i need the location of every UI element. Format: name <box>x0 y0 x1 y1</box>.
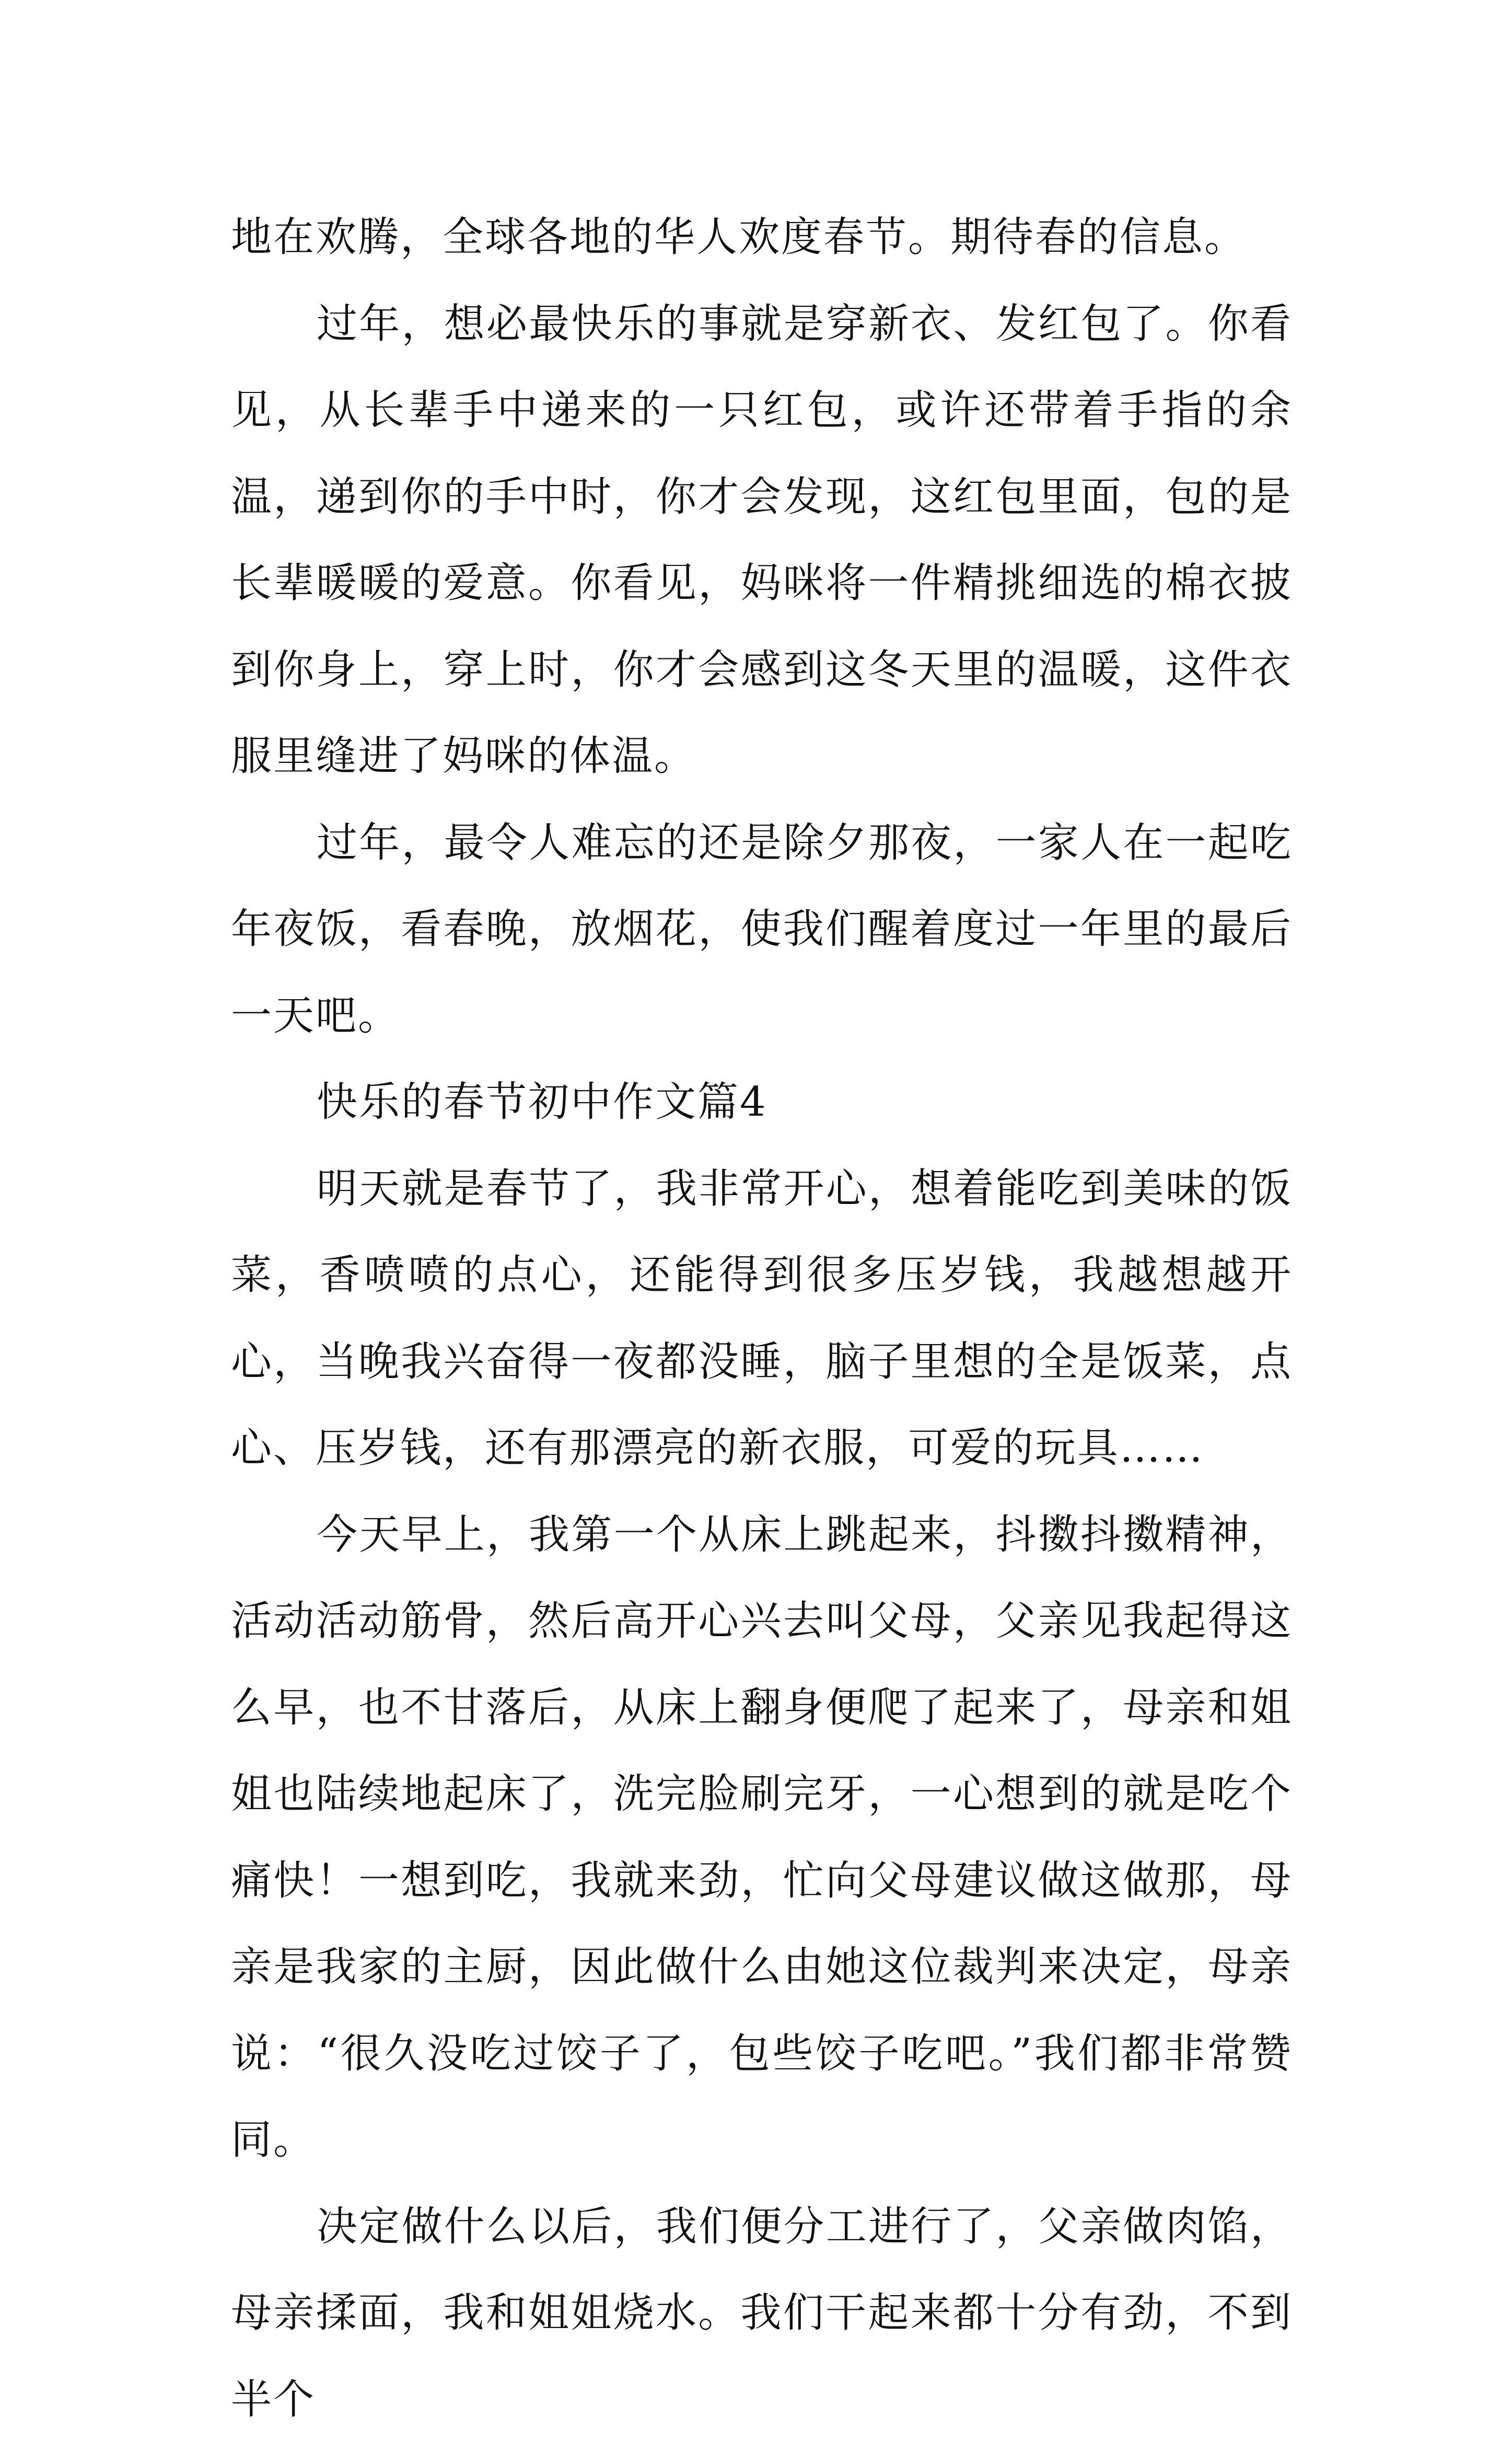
paragraph-anticipation: 明天就是春节了，我非常开心，想着能吃到美味的饭菜，香喷喷的点心，还能得到很多压岁钱，我越想越开心，当晚我兴奋得一夜都没睡，脑子里想的全是饭菜，点心、压岁钱，还有那漂亮的新衣服，可爱的玩具…… <box>231 1146 1293 1492</box>
essay-body <box>231 194 1293 2443</box>
paragraph-continued: 地在欢腾，全球各地的华人欢度春节。期待春的信息。 <box>231 194 1293 281</box>
paragraph-division-of-labor: 决定做什么以后，我们便分工进行了，父亲做肉馅，母亲揉面，我和姐姐烧水。我们干起来都十分有劲，不到半个 <box>231 2184 1293 2443</box>
paragraph-morning: 今天早上，我第一个从床上跳起来，抖擞抖擞精神，活动活动筋骨，然后高开心兴去叫父母，父亲见我起得这么早，也不甘落后，从床上翻身便爬了起来了，母亲和姐姐也陆续地起床了，洗完脸刷完牙，一心想到的就是吃个痛快！一想到吃，我就来劲，忙向父母建议做这做那，母亲是我家的主厨，因此做什么由她这位裁判来决定，母亲说：“很久没吃过饺子了，包些饺子吃吧。”我们都非常赞同。 <box>231 1492 1293 2184</box>
paragraph-new-clothes: 过年，想必最快乐的事就是穿新衣、发红包了。你看见，从长辈手中递来的一只红包，或许还带着手指的余温，递到你的手中时，你才会发现，这红包里面，包的是长辈暖暖的爱意。你看见，妈咪将一件精挑细选的棉衣披到你身上，穿上时，你才会感到这冬天里的温暖，这件衣服里缝进了妈咪的体温。 <box>231 281 1293 800</box>
paragraph-new-years-eve: 过年，最令人难忘的还是除夕那夜，一家人在一起吃年夜饭，看春晚，放烟花，使我们醒着度过一年里的最后一天吧。 <box>231 800 1293 1060</box>
essay-title: 快乐的春节初中作文篇4 <box>231 1059 1293 1146</box>
